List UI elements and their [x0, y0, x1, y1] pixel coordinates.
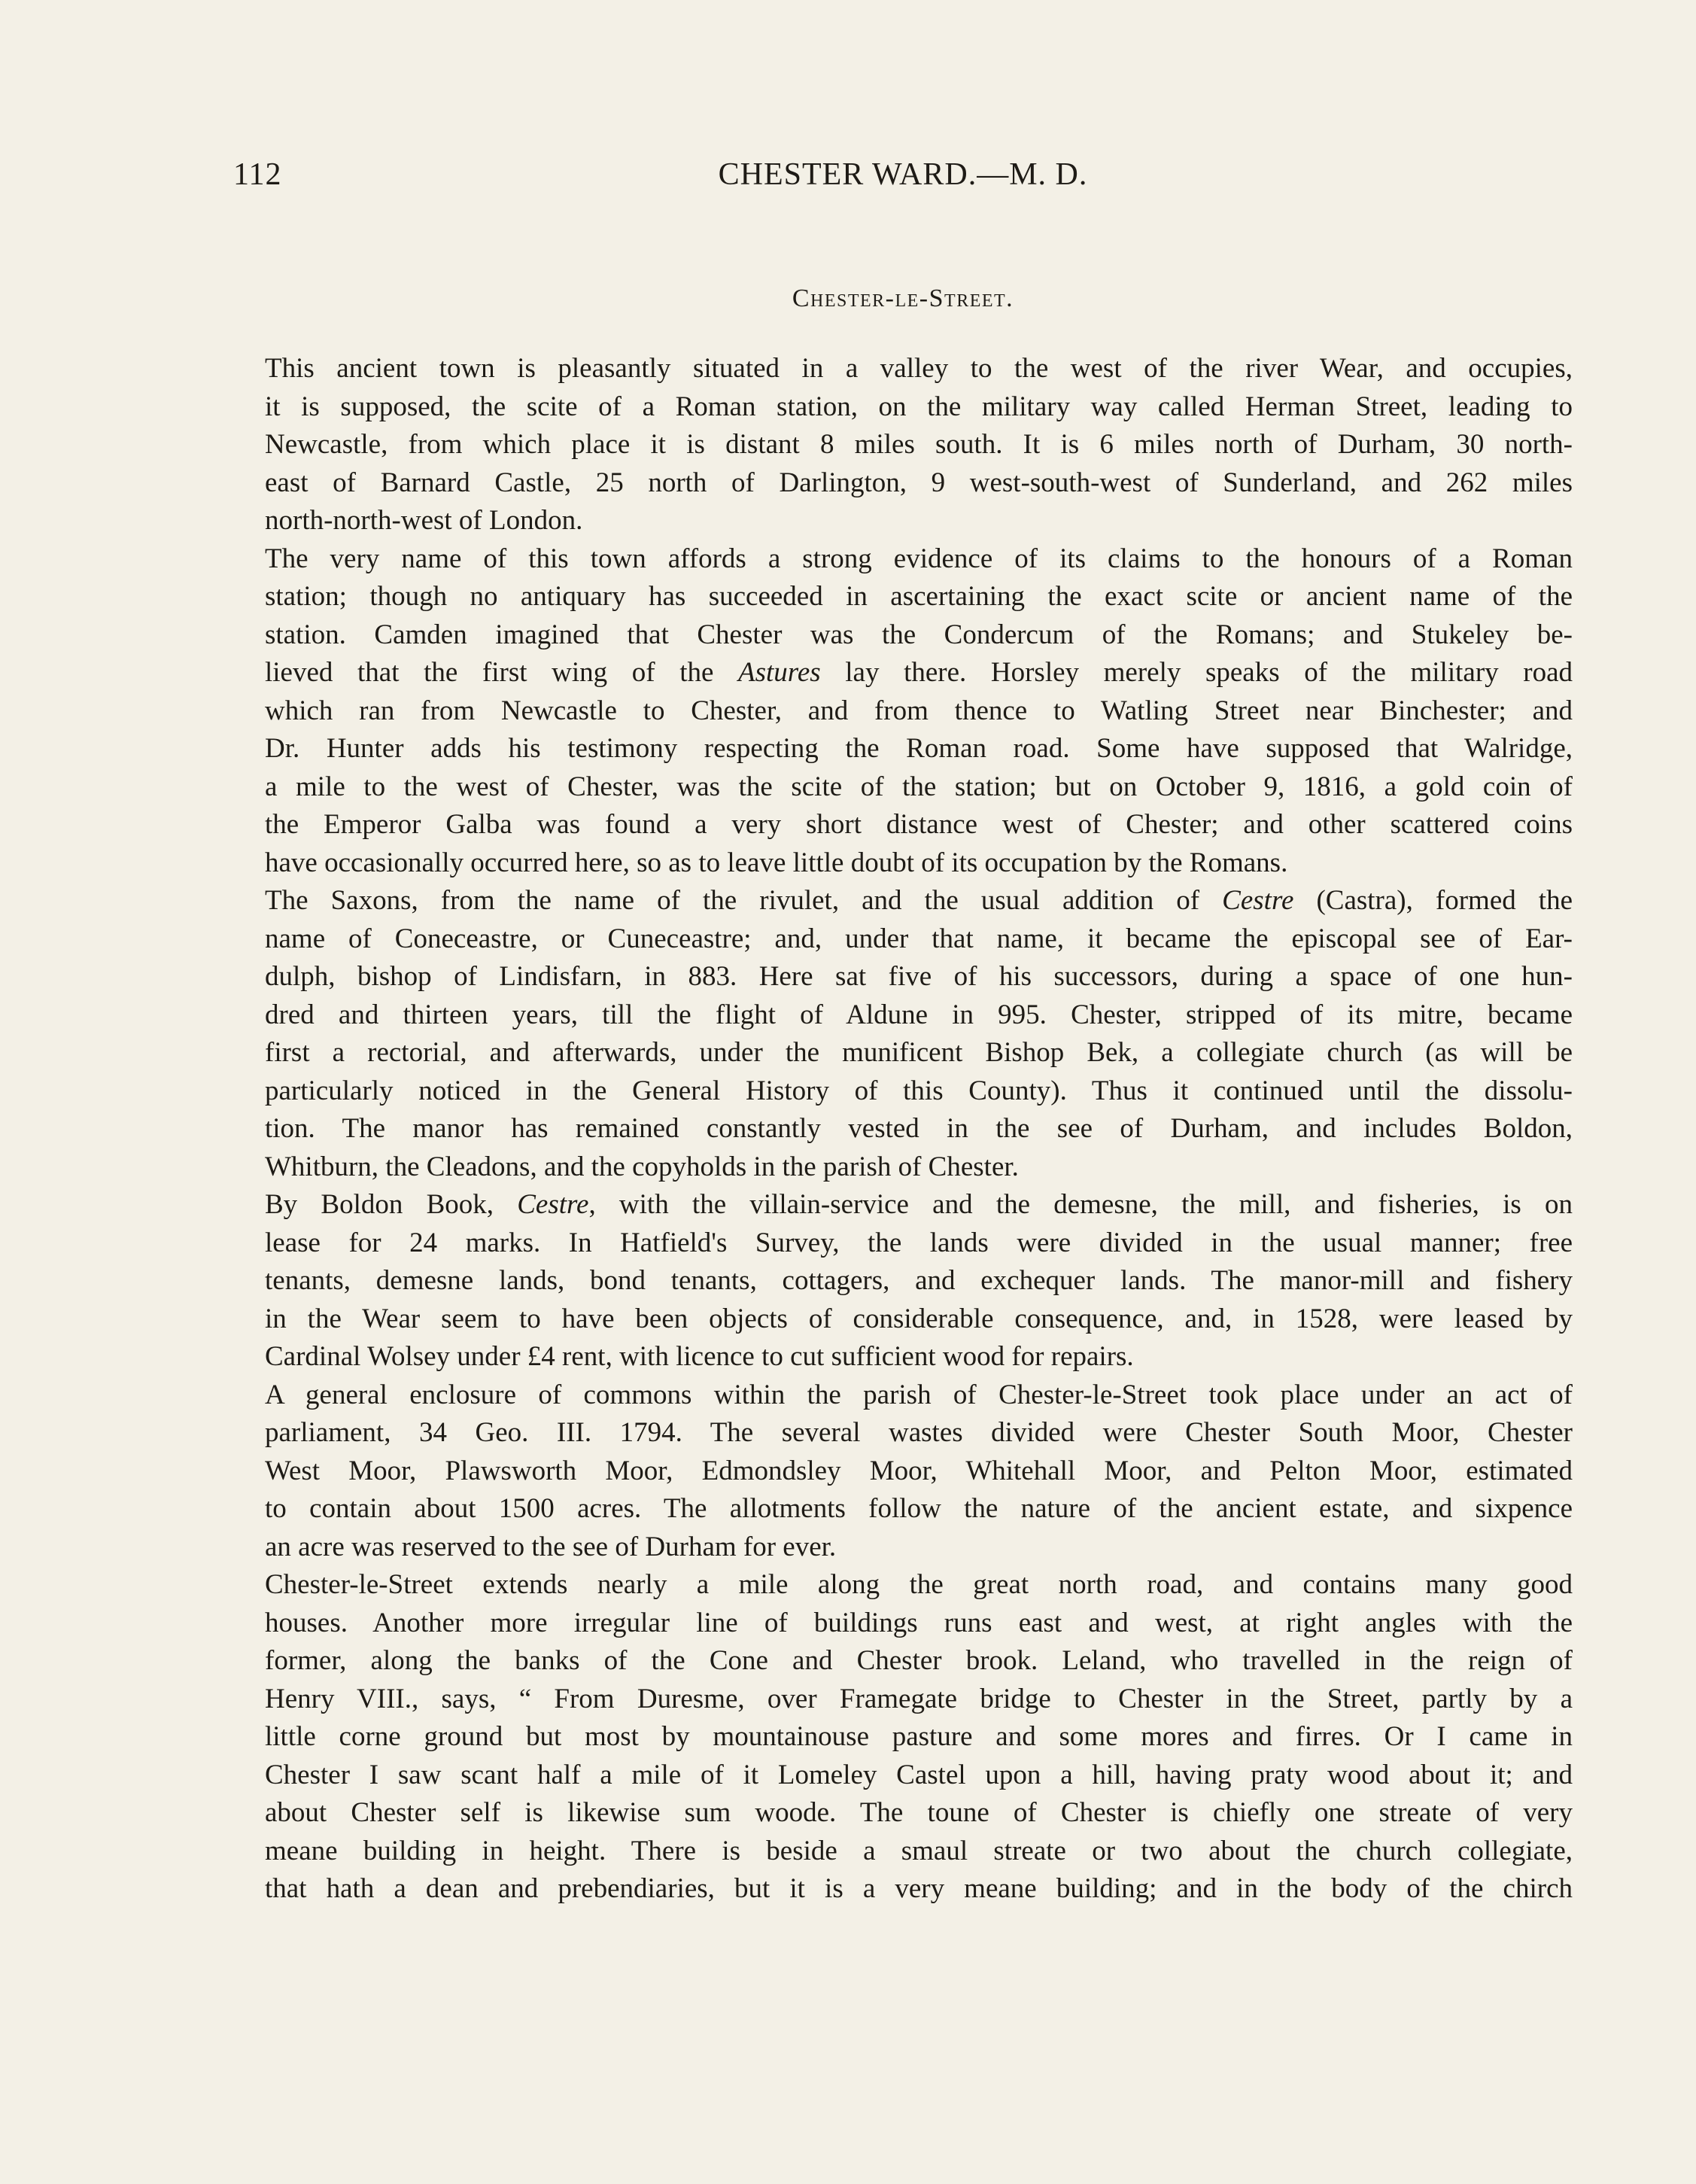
text-line: east of Barnard Castle, 25 north of Darlington, 9 west-south-west of Sunderland, and 262 miles	[265, 467, 1573, 498]
section-title: Chester-le-Street.	[792, 284, 1014, 312]
text-line: it is supposed, the scite of a Roman station, on the military way called Herman Street, leading to	[265, 391, 1573, 422]
text-line: that hath a dean and prebendiaries, but it is a very meane building; and in the body of the chirch	[265, 1873, 1573, 1904]
paragraph	[233, 1376, 1573, 1567]
text-line: lieved that the first wing of the Astures lay there. Horsley merely speaks of the military road	[265, 657, 1573, 688]
text-line: Whitburn, the Cleadons, and the copyholds in the parish of Chester.	[265, 1151, 1019, 1182]
text-line: Chester I saw scant half a mile of it Lomeley Castel upon a hill, having praty wood about it; and	[265, 1759, 1573, 1790]
text-line: lease for 24 marks. In Hatfield's Survey, the lands were divided in the usual manner; free	[265, 1227, 1573, 1258]
text-line: about Chester self is likewise sum woode. The toune of Chester is chiefly one streate of very	[265, 1797, 1573, 1828]
paragraph	[233, 540, 1573, 883]
text-line: Henry VIII., says, “ From Duresme, over Framegate bridge to Chester in the Street, partly by a	[265, 1683, 1573, 1714]
text-line: dred and thirteen years, till the flight of Aldune in 995. Chester, stripped of its mitre, became	[265, 999, 1573, 1030]
text-line: little corne ground but most by mountainouse pasture and some mores and firres. Or I came in	[265, 1721, 1573, 1752]
text-line: in the Wear seem to have been objects of considerable consequence, and, in 1528, were leased by	[265, 1303, 1573, 1334]
running-title: CHESTER WARD.—M. D.	[718, 157, 1088, 192]
text-line: first a rectorial, and afterwards, under the munificent Bishop Bek, a collegiate church (as will be	[265, 1037, 1573, 1068]
text-line: station; though no antiquary has succeeded in ascertaining the exact scite or ancient name of the	[265, 581, 1573, 612]
text-line: houses. Another more irregular line of buildings runs east and west, at right angles with the	[265, 1607, 1573, 1638]
text-line: meane building in height. There is beside a smaul streate or two about the church collegiate,	[265, 1835, 1573, 1866]
text-line: former, along the banks of the Cone and Chester brook. Leland, who travelled in the reign of	[265, 1645, 1573, 1676]
text-line: parliament, 34 Geo. III. 1794. The several wastes divided were Chester South Moor, Chester	[265, 1417, 1573, 1448]
text-line: the Emperor Galba was found a very short distance west of Chester; and other scattered coins	[265, 809, 1573, 840]
text-line: tion. The manor has remained constantly vested in the see of Durham, and includes Boldon,	[265, 1113, 1573, 1144]
text-line: Newcastle, from which place it is distant 8 miles south. It is 6 miles north of Durham, 30 north-	[265, 429, 1573, 460]
text-line: which ran from Newcastle to Chester, and from thence to Watling Street near Binchester; and	[265, 695, 1573, 726]
text-line: to contain about 1500 acres. The allotments follow the nature of the ancient estate, and sixpence	[265, 1493, 1573, 1524]
text-line: an acre was reserved to the see of Durham for ever.	[265, 1531, 837, 1562]
page-number: 112	[233, 157, 282, 192]
text-line: north-north-west of London.	[265, 505, 583, 536]
text-line: have occasionally occurred here, so as to leave little doubt of its occupation by the Romans.	[265, 847, 1288, 878]
text-line: Dr. Hunter adds his testimony respecting the Roman road. Some have supposed that Walridge,	[265, 733, 1573, 764]
running-head	[233, 157, 1573, 202]
text-line: particularly noticed in the General History of this County). Thus it continued until the dissolu-	[265, 1075, 1573, 1106]
text-line: station. Camden imagined that Chester was the Condercum of the Romans; and Stukeley be-	[265, 619, 1573, 650]
text-line: West Moor, Plawsworth Moor, Edmondsley Moor, Whitehall Moor, and Pelton Moor, estimated	[265, 1455, 1573, 1486]
text-line: A general enclosure of commons within the parish of Chester-le-Street took place under an act of	[265, 1379, 1573, 1410]
text-line: tenants, demesne lands, bond tenants, cottagers, and exchequer lands. The manor-mill and fishery	[265, 1265, 1573, 1296]
text-line: name of Coneceastre, or Cuneceastre; and, under that name, it became the episcopal see of Ear-	[265, 923, 1573, 954]
text-line: This ancient town is pleasantly situated in a valley to the west of the river Wear, and occupies,	[265, 353, 1573, 384]
text-line: dulph, bishop of Lindisfarn, in 883. Here sat five of his successors, during a space of one hun-	[265, 961, 1573, 992]
paragraph	[233, 1186, 1573, 1376]
text-line: The Saxons, from the name of the rivulet, and the usual addition of Cestre (Castra), formed the	[265, 885, 1573, 916]
text-line: a mile to the west of Chester, was the scite of the station; but on October 9, 1816, a gold coin of	[265, 771, 1573, 802]
paragraph	[233, 1566, 1573, 1909]
text-line: By Boldon Book, Cestre, with the villain-service and the demesne, the mill, and fisheries, is on	[265, 1189, 1573, 1220]
paragraph	[233, 882, 1573, 1186]
text-line: The very name of this town affords a strong evidence of its claims to the honours of a Roman	[265, 543, 1573, 574]
paragraph	[233, 350, 1573, 540]
body-text	[233, 350, 1573, 1909]
text-line: Cardinal Wolsey under £4 rent, with licence to cut sufficient wood for repairs.	[265, 1341, 1134, 1372]
text-line: Chester-le-Street extends nearly a mile along the great north road, and contains many good	[265, 1569, 1573, 1600]
